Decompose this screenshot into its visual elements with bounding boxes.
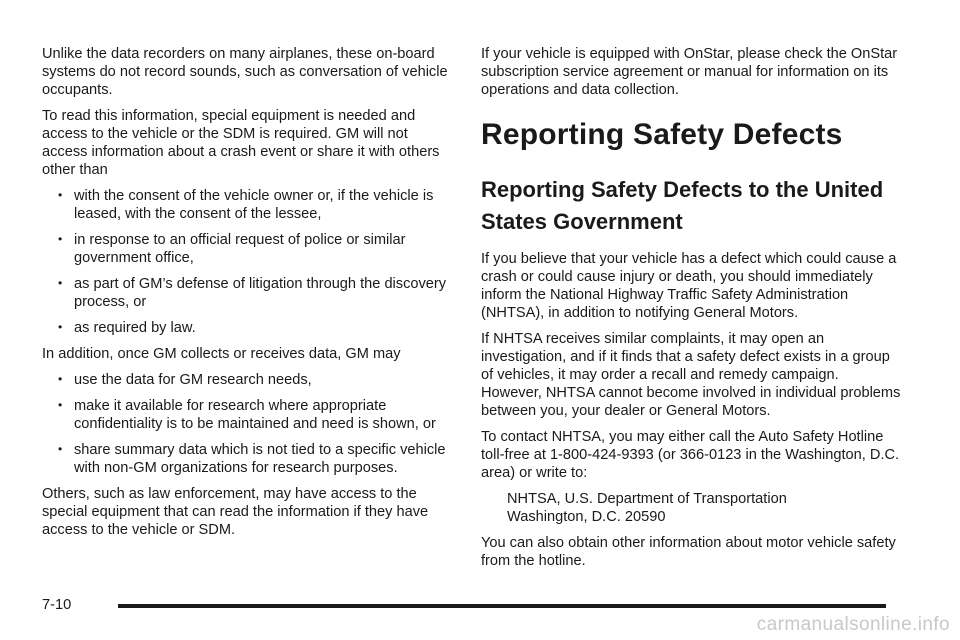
- paragraph-contact-nhtsa: To contact NHTSA, you may either call the Auto Safety Hotline toll-free at 1-800-424-9393 (or 366-0123 in the Washington, D.C. area) or write to:: [481, 429, 900, 481]
- bullet-icon: •: [58, 442, 63, 456]
- list-item: • share summary data which is not tied to a specific vehicle with non-GM organizations for research purposes.: [58, 442, 446, 476]
- mailing-address: [481, 490, 901, 526]
- list-item: • as required by law.: [58, 320, 196, 336]
- section-heading: Reporting Safety Defects: [481, 118, 843, 151]
- footer-divider: [118, 604, 886, 608]
- bullet-icon: •: [58, 276, 63, 290]
- paragraph-onstar: If your vehicle is equipped with OnStar, please check the OnStar subscription service agreement or manual for information on its operations and data collection.: [481, 46, 898, 98]
- paragraph-data-recorders: Unlike the data recorders on many airplanes, these on-board systems do not record sounds, such as conversation of vehicle occupants.: [42, 46, 448, 98]
- list-item: • in response to an official request of police or similar government office,: [58, 232, 406, 266]
- list-item: • as part of GM’s defense of litigation through the discovery process, or: [58, 276, 447, 310]
- address-line-1: NHTSA, U.S. Department of Transportation: [507, 491, 787, 507]
- page-number: 7-10: [42, 597, 72, 613]
- watermark-text: carmanualsonline.info: [756, 614, 950, 635]
- bullet-icon: •: [58, 232, 63, 246]
- bullet-list-sharing-conditions: [42, 187, 454, 337]
- bullet-icon: •: [58, 320, 63, 334]
- bullet-list-data-uses: [42, 371, 454, 477]
- paragraph-nhtsa-investigation: If NHTSA receives similar complaints, it may open an investigation, and if it finds that a safety defect exists in a group of vehicles, it may order a recall and remedy campaign. However, NHTSA cannot become involved in individual problems between you, your dealer or General Motors.: [481, 331, 901, 419]
- list-item: • make it available for research where appropriate confidentiality is to be maintained and need is shown, or: [58, 398, 436, 432]
- list-item: • with the consent of the vehicle owner or, if the vehicle is leased, with the consent of the lessee,: [58, 188, 434, 222]
- paragraph-hotline-info: You can also obtain other information about motor vehicle safety from the hotline.: [481, 535, 896, 569]
- paragraph-law-enforcement: Others, such as law enforcement, may have access to the special equipment that can read the information if they have access to the vehicle or SDM.: [42, 486, 429, 538]
- paragraph-special-equipment: To read this information, special equipment is needed and access to the vehicle or the SDM is required. GM will not access information about a crash event or share it with others other than: [42, 108, 440, 178]
- list-item: • use the data for GM research needs,: [58, 372, 312, 388]
- left-column: [42, 45, 454, 547]
- bullet-icon: •: [58, 188, 63, 202]
- paragraph-gm-may: In addition, once GM collects or receives data, GM may: [42, 346, 401, 362]
- paragraph-inform-nhtsa: If you believe that your vehicle has a defect which could cause a crash or could cause injury or death, you should immediately inform the National Highway Traffic Safety Administration (NHTSA), in addition to notifying General Motors.: [481, 251, 897, 321]
- subsection-heading: Reporting Safety Defects to the United States Government: [481, 177, 884, 234]
- right-column: [481, 45, 901, 578]
- address-line-2: Washington, D.C. 20590: [507, 509, 666, 525]
- bullet-icon: •: [58, 398, 63, 412]
- bullet-icon: •: [58, 372, 63, 386]
